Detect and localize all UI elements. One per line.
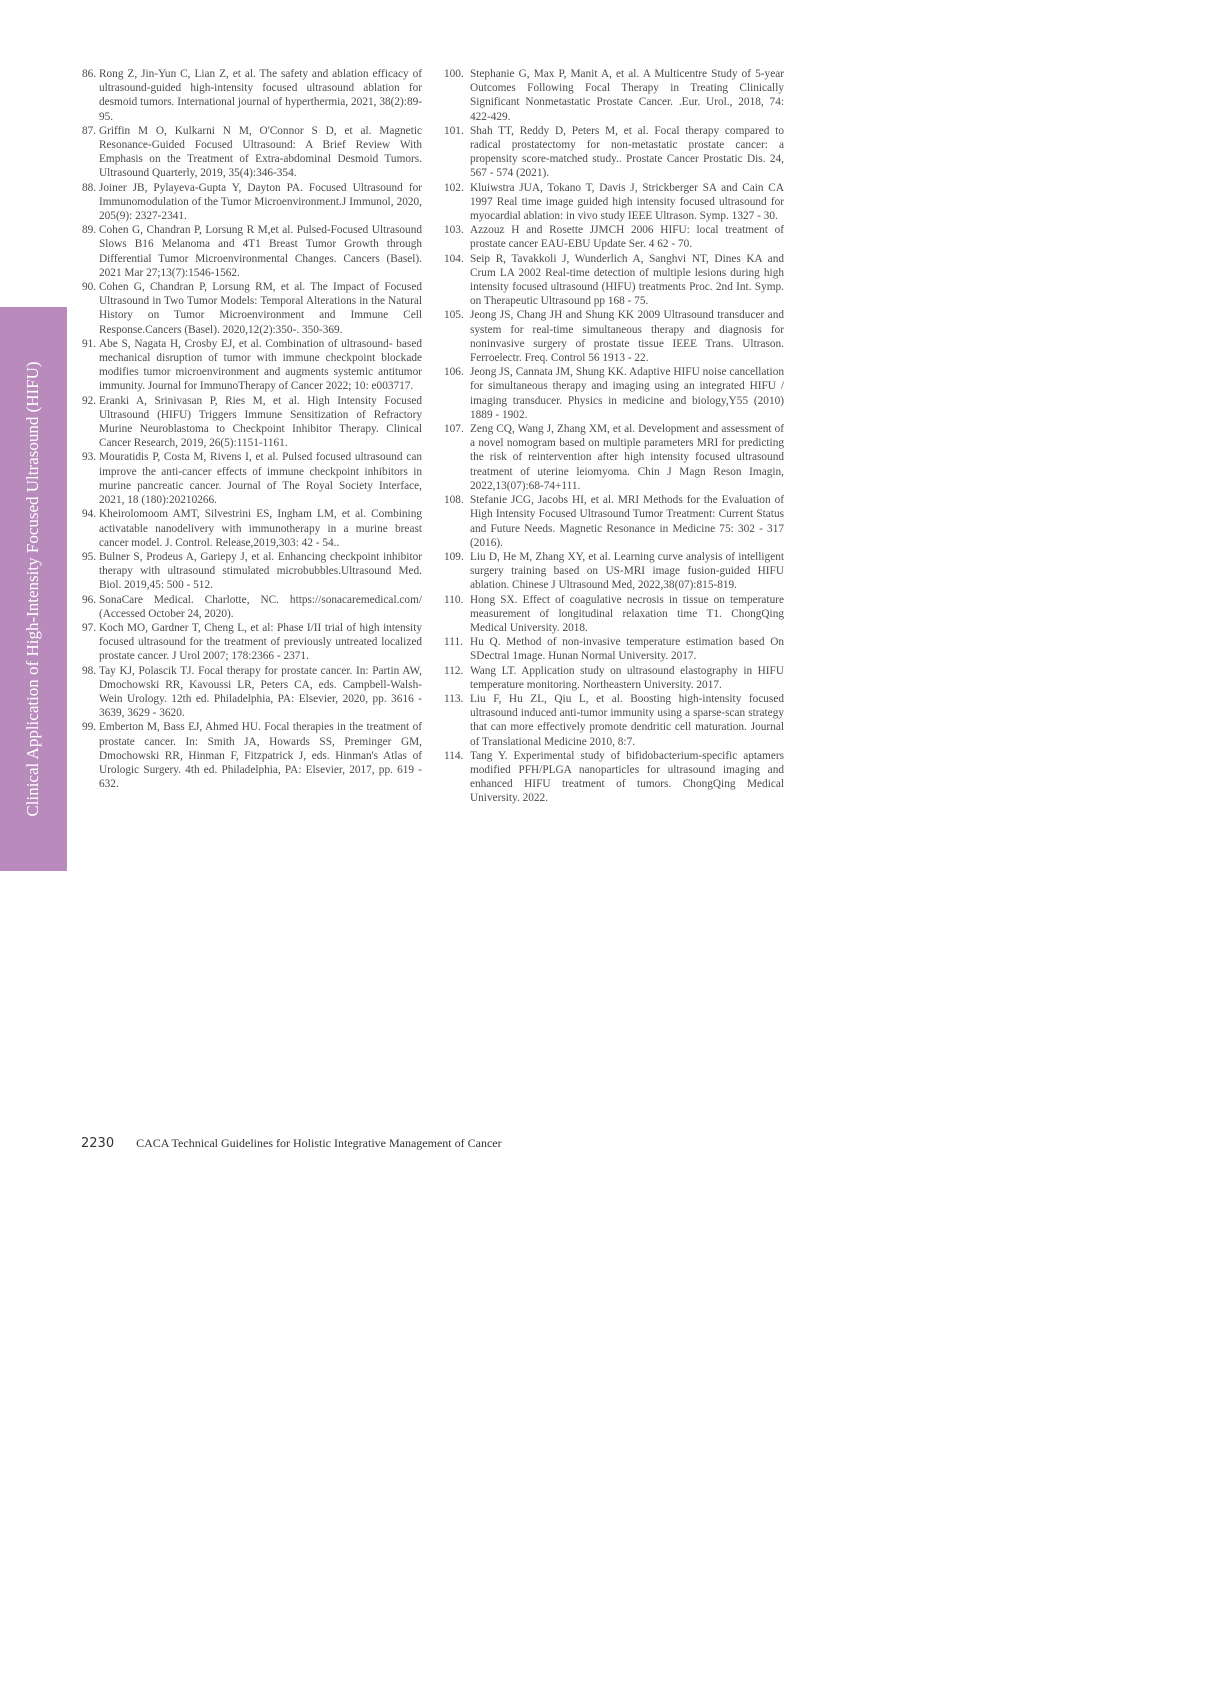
reference-item [82, 450, 422, 507]
references-left-column [82, 67, 422, 791]
reference-number: 98. [82, 664, 97, 677]
reference-number: 86. [82, 68, 97, 80]
reference-item [444, 493, 784, 550]
reference-text: Kheirolomoom AMT, Silvestrini ES, Ingham LM, et al. Combining activatable nanodelivery with immunotherapy in a murine breast cancer model. J. Control. Release,2019,303: 42 - 54.. [99, 508, 422, 549]
reference-text: Seip R, Tavakkoli J, Wunderlich A, Sanghvi NT, Dines KA and Crum LA 2002 Real-time detection of multiple lesions during high intensity focused ultrasound (HIFU) treatments Proc. 2nd Int. Symp. on Therapeutic Ultrasound pp 168 - 75. [470, 252, 784, 308]
reference-number: 96. [82, 593, 97, 606]
reference-text: Koch MO, Gardner T, Cheng L, et al: Phase I/II trial of high intensity focused ultrasound for the treatment of previously untreated localized prostate cancer. J Urol 2007; 178:2366 - 2371. [99, 621, 422, 663]
reference-item [444, 308, 784, 365]
reference-item [82, 280, 422, 337]
reference-text: Cohen G, Chandran P, Lorsung RM, et al. The Impact of Focused Ultrasound in Two Tumor Models: Temporal Alterations in the Natural History on Tumor Microenvironment and Immune Cell Response.Cancers (Basel). 2020,12(2):350-. 350-369. [99, 281, 422, 336]
reference-number: 91. [82, 337, 97, 350]
reference-item [82, 223, 422, 280]
reference-text: Liu D, He M, Zhang XY, et al. Learning curve analysis of intelligent surgery training based on US-MRI image fusion-guided HIFU ablation. Chinese J Ultrasound Med, 2022,38(07):815-819. [470, 550, 784, 592]
reference-item [444, 365, 784, 422]
page-footer [81, 1134, 502, 1152]
references-right-column [444, 67, 784, 806]
reference-number: 110. [444, 593, 464, 606]
reference-number: 99. [82, 721, 97, 734]
reference-item [82, 593, 422, 621]
reference-text: Jeong JS, Chang JH and Shung KK 2009 Ultrasound transducer and system for real-time simultaneous therapy and diagnosis for noninvasive surgery of prostate tissue IEEE Trans. Ultrason. Ferroelectr. Freq. Control 56 1913 - 22. [470, 309, 784, 365]
reference-item [444, 692, 784, 749]
reference-item [82, 394, 422, 451]
reference-number: 90. [82, 281, 97, 294]
reference-text: Stefanie JCG, Jacobs HI, et al. MRI Methods for the Evaluation of High Intensity Focused Ultrasound Tumor Treatment: Current Status and Future Needs. Magnetic Resonance in Medicine 75: 302 - 317 (2016). [470, 494, 784, 549]
reference-number: 109. [444, 550, 464, 563]
reference-text: Hong SX. Effect of coagulative necrosis in tissue on temperature measurement of longitudinal relaxation time T1. ChongQing Medical University. 2018. [470, 593, 784, 634]
reference-item [82, 337, 422, 394]
reference-item [444, 252, 784, 309]
reference-text: Zeng CQ, Wang J, Zhang XM, et al. Development and assessment of a novel nomogram based on multiple parameters MRI for predicting the risk of reintervention after high intensity focused ultrasound treatment of uterine leiomyoma. Chin J Magn Reson Imagin, 2022,13(07):68-74+111. [470, 423, 784, 492]
reference-text: Abe S, Nagata H, Crosby EJ, et al. Combination of ultrasound- based mechanical disruption of tumor with immune checkpoint blockade modifies tumor microenvironment and augments systemic antitumor immunity. Journal for ImmunoTherapy of Cancer 2022; 10: e003717. [99, 337, 422, 393]
reference-text: Hu Q. Method of non-invasive temperature estimation based On SDectral 1mage. Hunan Normal University. 2017. [470, 636, 784, 663]
reference-text: Jeong JS, Cannata JM, Shung KK. Adaptive HIFU noise cancellation for simultaneous therapy and imaging using an integrated HIFU / imaging transducer. Physics in medicine and biology,Y55 (2010) 1889 - 1902. [470, 366, 784, 421]
reference-text: Tang Y. Experimental study of bifidobacterium-specific aptamers modified PFH/PLGA nanoparticles for ultrasound imaging and enhanced HIFU treatment of tumors. ChongQing Medical University. 2022. [470, 749, 784, 805]
reference-text: SonaCare Medical. Charlotte, NC. https://sonacaremedical.com/ (Accessed October 24, 2020). [99, 593, 422, 620]
reference-text: Wang LT. Application study on ultrasound elastography in HIFU temperature monitoring. Northeastern University. 2017. [470, 664, 784, 691]
reference-text: Shah TT, Reddy D, Peters M, et al. Focal therapy compared to radical prostatectomy for non-metastatic prostate cancer: a propensity score-matched study.. Prostate Cancer Prostatic Dis. 24, 567 - 574 (2021). [470, 124, 784, 180]
reference-number: 112. [444, 664, 464, 677]
reference-number: 92. [82, 394, 97, 407]
reference-number: 89. [82, 224, 97, 237]
reference-number: 103. [444, 224, 464, 237]
reference-item [444, 422, 784, 493]
reference-text: Griffin M O, Kulkarni N M, O'Connor S D, et al. Magnetic Resonance-Guided Focused Ultrasound: A Brief Review With Emphasis on the Treatment of Extra-abdominal Desmoid Tumors. Ultrasound Quarterly, 2019, 35(4):346-354. [99, 124, 422, 180]
reference-item [82, 664, 422, 721]
reference-number: 114. [444, 749, 464, 762]
page-number: 2230 [81, 1136, 115, 1151]
reference-item [444, 550, 784, 593]
reference-item [444, 664, 784, 692]
side-tab-label: Clinical Application of High-Intensity Focused Ultrasound (HIFU) [23, 361, 42, 817]
reference-item [82, 67, 422, 124]
reference-item [82, 181, 422, 224]
reference-number: 100. [444, 68, 464, 80]
reference-number: 101. [444, 124, 464, 137]
reference-item [444, 181, 784, 224]
reference-item [82, 550, 422, 593]
reference-text: Stephanie G, Max P, Manit A, et al. A Multicentre Study of 5-year Outcomes Following Focal Therapy in Treating Clinically Significant Nonmetastatic Prostate Cancer. .Eur. Urol., 2018, 74: 422-429. [470, 68, 784, 123]
reference-item [444, 593, 784, 636]
reference-item [82, 124, 422, 181]
reference-text: Cohen G, Chandran P, Lorsung R M,et al. Pulsed-Focused Ultrasound Slows B16 Melanoma and 4T1 Breast Tumor Growth through Differential Tumor Microenvironmental Changes. Cancers (Basel). 2021 Mar 27;13(7):1546-1562. [99, 224, 422, 279]
reference-text: Bulner S, Prodeus A, Gariepy J, et al. Enhancing checkpoint inhibitor therapy with ultrasound stimulated microbubbles.Ultrasound Med. Biol. 2019,45: 500 - 512. [99, 550, 422, 592]
reference-number: 93. [82, 451, 97, 464]
reference-number: 102. [444, 181, 464, 194]
reference-item [444, 124, 784, 181]
reference-number: 113. [444, 692, 464, 705]
reference-number: 97. [82, 621, 97, 634]
reference-number: 108. [444, 494, 464, 507]
reference-item [444, 223, 784, 251]
reference-item [82, 720, 422, 791]
reference-number: 104. [444, 252, 464, 265]
reference-number: 107. [444, 423, 464, 436]
reference-item [444, 749, 784, 806]
reference-item [444, 67, 784, 124]
reference-text: Emberton M, Bass EJ, Ahmed HU. Focal therapies in the treatment of prostate cancer. In: Smith JA, Howards SS, Preminger GM, Dmochowski RR, Hinman F, Fitzpatrick J, eds. Hinman's Atlas of Urologic Surgery. 4th ed. Philadelphia, PA: Elsevier, 2017, pp. 619 - 632. [99, 721, 422, 791]
reference-item [82, 621, 422, 664]
reference-text: Eranki A, Srinivasan P, Ries M, et al. High Intensity Focused Ultrasound (HIFU) Triggers Immune Sensitization of Refractory Murine Neuroblastoma to Checkpoint Inhibitor Therapy. Clinical Cancer Research, 2019, 26(5):1151-1161. [99, 394, 422, 450]
reference-text: Mouratidis P, Costa M, Rivens I, et al. Pulsed focused ultrasound can improve the anti-cancer effects of immune checkpoint inhibitors in murine pancreatic cancer. Journal of The Royal Society Interface, 2021, 18 (180):20210266. [99, 451, 422, 507]
reference-number: 88. [82, 181, 97, 194]
reference-number: 105. [444, 309, 464, 322]
reference-item [444, 635, 784, 663]
reference-number: 94. [82, 508, 97, 521]
reference-number: 95. [82, 550, 97, 563]
reference-item [82, 507, 422, 550]
reference-text: Rong Z, Jin-Yun C, Lian Z, et al. The safety and ablation efficacy of ultrasound-guided high-intensity focused ultrasound ablation for desmoid tumors. International journal of hyperthermia, 2021, 38(2):89-95. [99, 68, 422, 123]
reference-number: 106. [444, 366, 464, 379]
reference-number: 111. [444, 636, 463, 649]
reference-text: Kluiwstra JUA, Tokano T, Davis J, Strickberger SA and Cain CA 1997 Real time image guided high intensity focused ultrasound for myocardial ablation: in vivo study IEEE Ultrason. Symp. 1327 - 30. [470, 181, 784, 223]
reference-text: Liu F, Hu ZL, Qiu L, et al. Boosting high-intensity focused ultrasound induced anti-tumor immunity using a sparse-scan strategy that can more effectively promote dendritic cell maturation. Journal of Translational Medicine 2010, 8:7. [470, 692, 784, 748]
reference-text: Azzouz H and Rosette JJMCH 2006 HIFU: local treatment of prostate cancer EAU-EBU Update Ser. 4 62 - 70. [470, 224, 784, 251]
reference-number: 87. [82, 124, 97, 137]
running-title: CACA Technical Guidelines for Holistic Integrative Management of Cancer [136, 1136, 502, 1150]
reference-text: Tay KJ, Polascik TJ. Focal therapy for prostate cancer. In: Partin AW, Dmochowski RR, Kavoussi LR, Peters CA, eds. Campbell-Walsh-Wein Urology. 12th ed. Philadelphia, PA: Elsevier, 2020, pp. 3616 - 3639, 3629 - 3620. [99, 664, 422, 720]
reference-text: Joiner JB, Pylayeva-Gupta Y, Dayton PA. Focused Ultrasound for Immunomodulation of the Tumor Microenvironment.J Immunol, 2020, 205(9): 2327-2341. [99, 181, 422, 223]
